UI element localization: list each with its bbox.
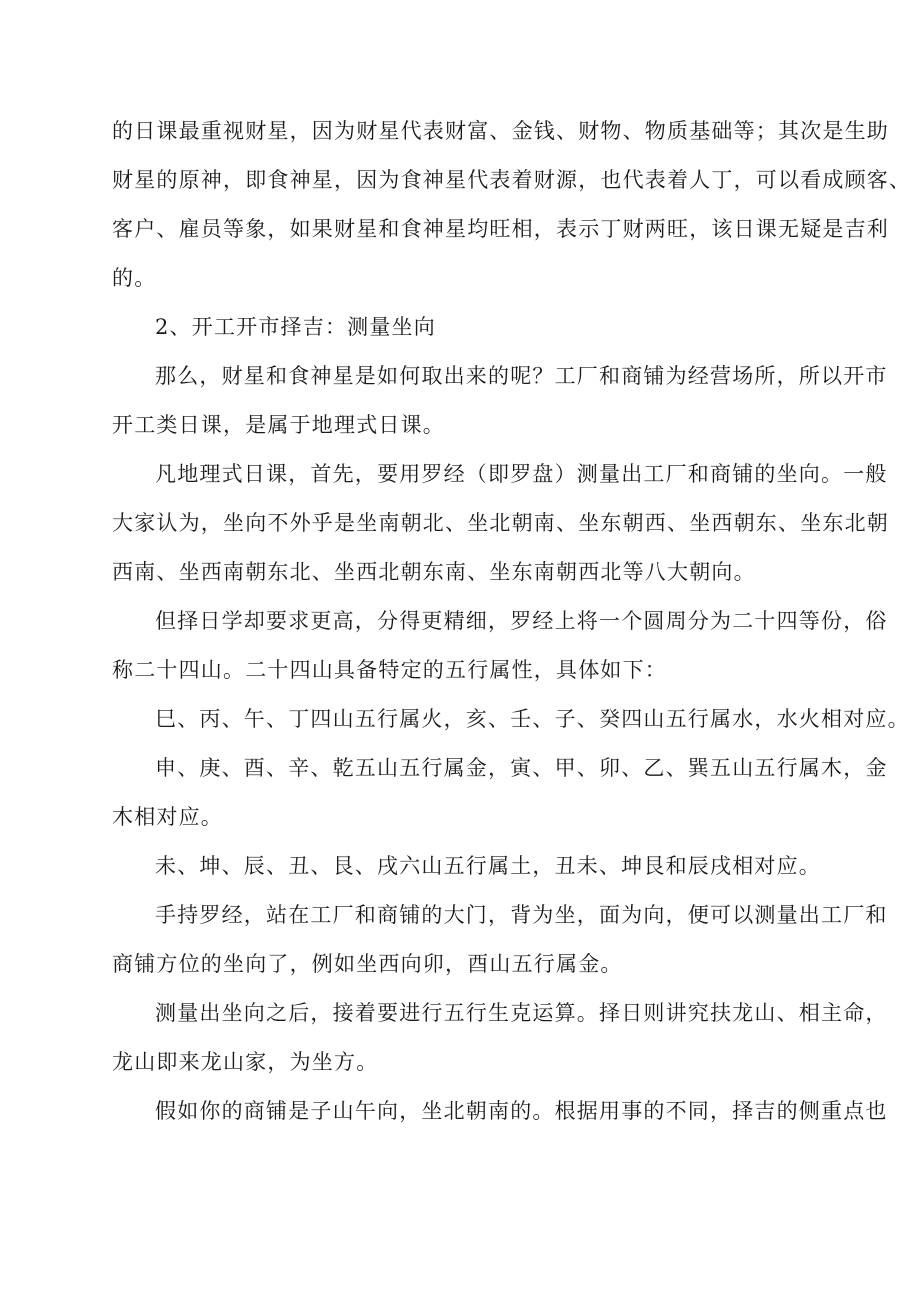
text-line: 申、庚、酉、辛、乾五山五行属金，寅、甲、卯、乙、巽五山五行属木，金 xyxy=(155,756,888,780)
text-line: 商铺方位的坐向了，例如坐西向卯，酉山五行属金。 xyxy=(112,952,623,976)
text-line: 假如你的商铺是子山午向，坐北朝南的。根据用事的不同，择吉的侧重点也 xyxy=(155,1099,888,1123)
text-line: 凡地理式日课，首先，要用罗经（即罗盘）测量出工厂和商铺的坐向。一般 xyxy=(155,462,888,486)
text-line: 但择日学却要求更高，分得更精细，罗经上将一个圆周分为二十四等份，俗 xyxy=(155,609,888,633)
text-line: 称二十四山。二十四山具备特定的五行属性，具体如下： xyxy=(112,658,667,682)
text-line: 的。 xyxy=(112,266,157,290)
text-line: 木相对应。 xyxy=(112,805,223,829)
text-line: 开工类日课，是属于地理式日课。 xyxy=(112,413,445,437)
text-line: 财星的原神，即食神星，因为食神星代表着财源，也代表着人丁，可以看成顾客、 xyxy=(112,168,912,192)
text-line: 龙山即来龙山家，为坐方。 xyxy=(112,1050,379,1074)
text-line: 客户、雇员等象，如果财星和食神星均旺相，表示丁财两旺，该日课无疑是吉利 xyxy=(112,217,889,241)
text-line: 测量出坐向之后，接着要进行五行生克运算。择日则讲究扶龙山、相主命， xyxy=(155,1001,888,1025)
text-line: 西南、坐西南朝东北、坐西北朝东南、坐东南朝西北等八大朝向。 xyxy=(112,560,756,584)
text-line: 手持罗经，站在工厂和商铺的大门，背为坐，面为向，便可以测量出工厂和 xyxy=(155,903,888,927)
text-line: 巳、丙、午、丁四山五行属火，亥、壬、子、癸四山五行属水，水火相对应。 xyxy=(155,707,910,731)
text-line: 未、坤、辰、丑、艮、戌六山五行属土，丑未、坤艮和辰戌相对应。 xyxy=(155,854,821,878)
text-line: 大家认为，坐向不外乎是坐南朝北、坐北朝南、坐东朝西、坐西朝东、坐东北朝 xyxy=(112,511,889,535)
section-heading: 2、开工开市择吉：测量坐向 xyxy=(155,315,436,339)
text-line: 的日课最重视财星，因为财星代表财富、金钱、财物、物质基础等；其次是生助 xyxy=(112,119,889,143)
text-line: 那么，财星和食神星是如何取出来的呢？工厂和商铺为经营场所，所以开市 xyxy=(155,364,888,388)
